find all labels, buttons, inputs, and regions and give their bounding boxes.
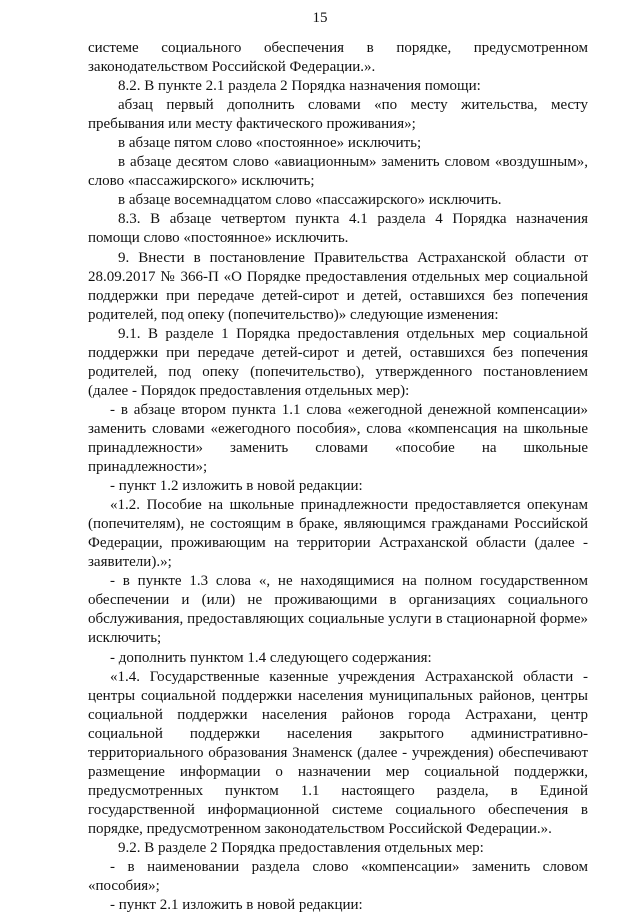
text-line: 8.2. В пункте 2.1 раздела 2 Порядка назначения помощи: — [118, 78, 481, 95]
text-line: исключить; — [88, 630, 162, 647]
text-line: - в абзаце втором пункта 1.1 слова «ежегодной денежной компенсации» — [110, 401, 588, 418]
text-line: родителей, под опеку (попечительство), утвержденного постановлением — [88, 363, 588, 380]
text-line: социальной поддержки населения районов города Астрахани, центр — [88, 706, 588, 723]
text-line: 9.2. В разделе 2 Порядка предоставления отдельных мер: — [118, 839, 484, 856]
text-line: 8.3. В абзаце четвертом пункта 4.1 раздела 4 Порядка назначения — [118, 211, 588, 228]
text-line: государственной информационной системе социального обеспечения в — [88, 801, 588, 818]
text-line: социальной поддержки населения закрытого административно- — [88, 725, 588, 742]
text-line: в абзаце десятом слово «авиационным» заменить словом «воздушным», — [118, 154, 588, 171]
text-line: центры социальной поддержки населения муниципальных районов, центры — [88, 687, 588, 704]
text-line: слово «пассажирского» исключить; — [88, 173, 315, 190]
text-line: заменить словами «ежегодного пособия», слова «компенсация на школьные — [88, 420, 588, 437]
text-line: принадлежности»; — [88, 459, 208, 476]
text-line: системе социального обеспечения в порядке, предусмотренном — [88, 40, 588, 56]
text-line: - пункт 2.1 изложить в новой редакции: — [110, 897, 363, 914]
text-line: поддержки при передаче детей-сирот и детей, оставшихся без попечения — [88, 344, 588, 361]
text-line: законодательством Российской Федерации.». — [88, 59, 376, 76]
text-line: заявители).»; — [88, 554, 172, 571]
text-line: «пособия»; — [88, 878, 160, 895]
text-line: помощи слово «постоянное» исключить. — [88, 230, 349, 247]
text-line: обеспечении и (или) не проживающими в организациях социального — [88, 592, 588, 609]
text-line: пребывания или месту фактического проживания»; — [88, 116, 416, 133]
text-line: родителей, под опеку (попечительство)» следующие изменения: — [88, 306, 499, 323]
text-line: принадлежности» заменить словами «пособие на школьные — [88, 439, 588, 456]
text-line: в абзаце пятом слово «постоянное» исключить; — [118, 135, 422, 152]
text-line: 28.09.2017 № 366-П «О Порядке предоставления отдельных мер социальной — [88, 268, 588, 285]
text-line: поддержки при передаче детей-сирот и детей, оставшихся без попечения — [88, 287, 588, 304]
text-line: порядке, предусмотренном законодательством Российской Федерации.». — [88, 820, 552, 837]
text-line: 9.1. В разделе 1 Порядка предоставления отдельных мер социальной — [118, 325, 588, 342]
text-line: 9. Внести в постановление Правительства Астраханской области от — [118, 249, 588, 266]
text-line: предусмотренных пунктом 1.1 настоящего раздела, в Единой — [88, 782, 588, 799]
text-line: - пункт 1.2 изложить в новой редакции: — [110, 478, 363, 495]
text-line: - в пункте 1.3 слова «, не находящимися на полном государственном — [110, 573, 588, 590]
text-line: абзац первый дополнить словами «по месту жительства, месту — [118, 97, 588, 114]
text-line: территориального образования Знаменск (далее - учреждения) обеспечивают — [88, 744, 588, 761]
text-line: - в наименовании раздела слово «компенсации» заменить словом — [110, 859, 588, 876]
text-line: (далее - Порядок предоставления отдельных мер): — [88, 382, 410, 399]
text-line: «1.2. Пособие на школьные принадлежности предоставляется опекунам — [110, 497, 588, 514]
text-line: Федерации, проживающим на территории Астраханской области (далее - — [88, 535, 588, 552]
text-line: обслуживания, предоставляющих социальные услуги в стационарной форме» — [88, 611, 588, 628]
text-line: «1.4. Государственные казенные учреждения Астраханской области - — [110, 668, 588, 685]
text-line: (попечителям), не состоящим в браке, являющимся гражданами Российской — [88, 516, 588, 533]
text-line: - дополнить пунктом 1.4 следующего содержания: — [110, 649, 432, 666]
text-line: в абзаце восемнадцатом слово «пассажирского» исключить. — [118, 192, 502, 209]
page-number: 15 — [312, 10, 328, 26]
text-line: размещение информации о назначении мер социальной поддержки, — [88, 763, 588, 780]
document-body — [88, 39, 588, 915]
